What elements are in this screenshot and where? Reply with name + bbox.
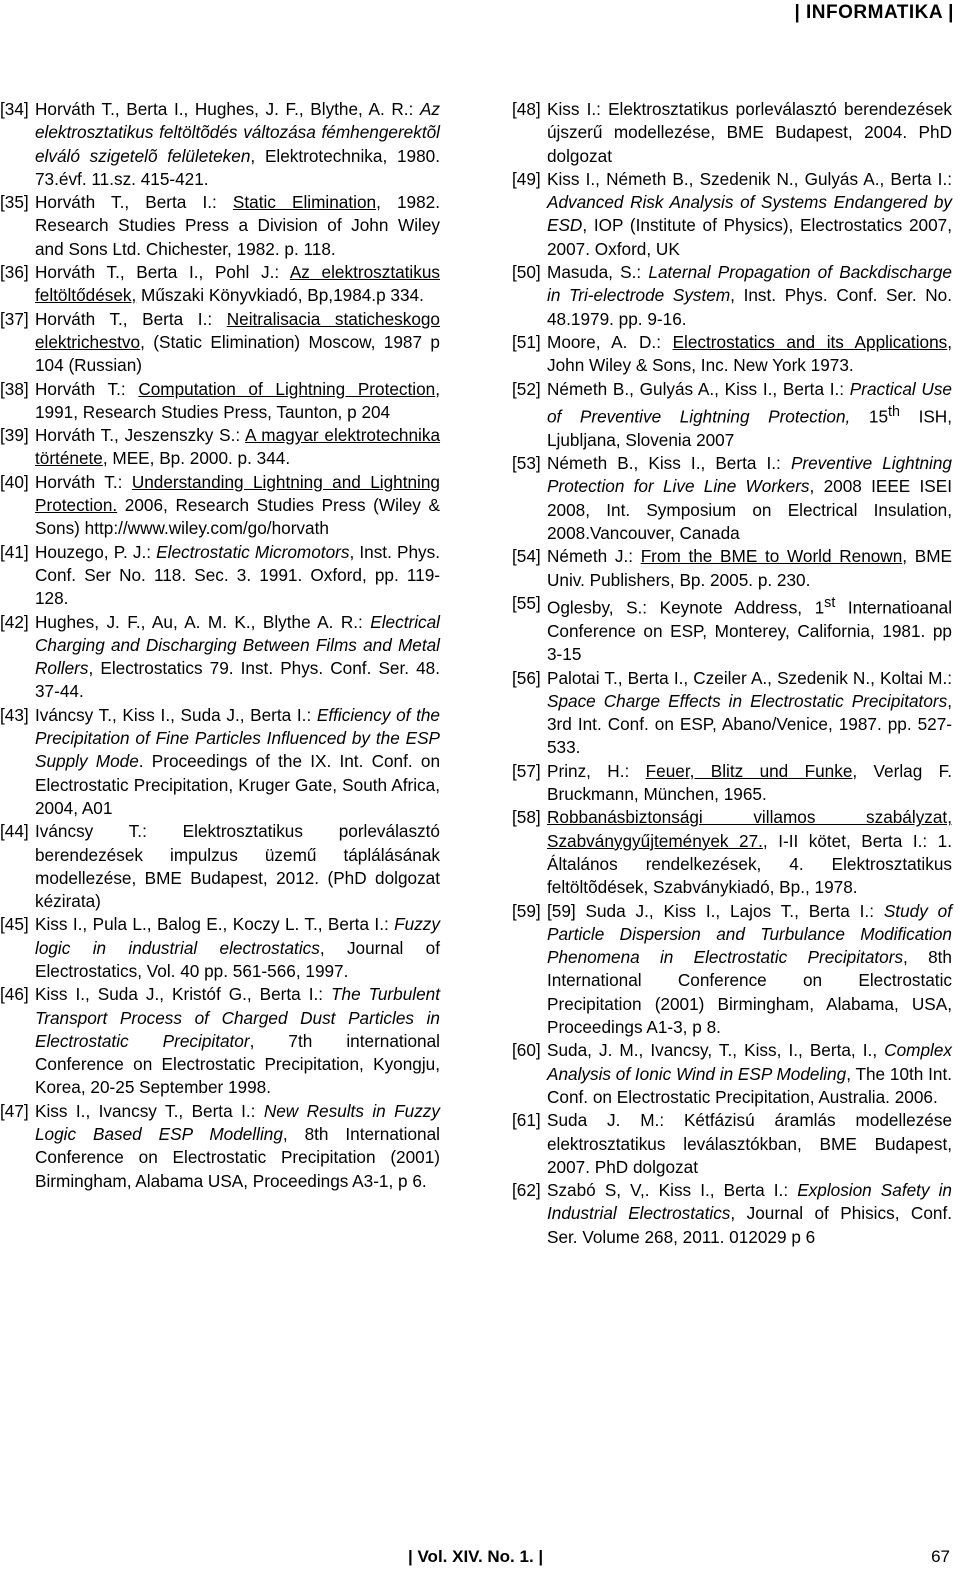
- reference-number: [57]: [512, 760, 541, 781]
- reference-item: [512, 1039, 952, 1109]
- reference-item: [0, 424, 440, 471]
- reference-item: [0, 308, 440, 378]
- reference-segment: Iváncsy T., Kiss I., Suda J., Berta I.:: [35, 704, 317, 725]
- reference-item: [0, 913, 440, 983]
- reference-item: [0, 471, 440, 541]
- reference-segment: . Proceedings of the IX. Int. Conf. on Electrostatic Precipitation, Kruger Gate, South Africa, 2004, A01: [35, 751, 440, 818]
- reference-item: [512, 1179, 952, 1249]
- reference-text: [547, 98, 952, 168]
- reference-number: [39]: [0, 425, 29, 446]
- page-number: 67: [931, 1547, 950, 1566]
- reference-segment: Horváth T.:: [35, 378, 139, 399]
- reference-item: [0, 704, 440, 820]
- reference-segment: Suda, J. M., Ivancsy, T., Kiss, I., Berta, I.,: [547, 1040, 885, 1061]
- reference-title: Preventive Lightning Protection for Live Line Workers: [547, 453, 952, 497]
- reference-link-title: Az elektrosztatikus feltöltődések,: [35, 262, 440, 306]
- reference-segment: Kiss I., Suda J., Kristóf G., Berta I.:: [35, 984, 332, 1005]
- reference-number: [43]: [0, 704, 29, 725]
- reference-text: [35, 471, 440, 541]
- reference-segment: , John Wiley & Sons, Inc. New York 1973.: [547, 331, 953, 376]
- reference-segment: , 1982. Research Studies Press a Division of John Wiley and Sons Ltd. Chichester, 1982. p. 118.: [35, 192, 441, 259]
- reference-segment: Palotai T., Berta I., Czeiler A., Szedenik N., Koltai M.:: [547, 667, 952, 688]
- references-left-column: [0, 98, 440, 1193]
- reference-segment: Műszaki Könyvkiadó, Bp,1984.p 334.: [136, 285, 424, 306]
- reference-item: [512, 1109, 952, 1179]
- reference-text: [547, 545, 952, 592]
- reference-segment: , BME Univ. Publishers, Bp. 2005. p. 230.: [547, 546, 952, 590]
- reference-text: [547, 1039, 952, 1109]
- reference-title: Az elektrosztatikus feltöltõdés változása fémhengerektõl elváló szigetelõ felületeken: [35, 99, 440, 166]
- reference-item: [512, 592, 952, 667]
- reference-text: [35, 308, 440, 378]
- reference-number: [51]: [512, 331, 541, 352]
- reference-number: [55]: [512, 592, 541, 613]
- reference-segment: Moore, A. D.:: [547, 331, 673, 352]
- reference-item: [0, 378, 440, 425]
- reference-number: [35]: [0, 192, 29, 213]
- reference-number: [56]: [512, 667, 541, 688]
- reference-number: [36]: [0, 262, 29, 283]
- reference-segment: , 2008 IEEE ISEI 2008, Int. Symposium on Electrical Insulation, 2008.Vancouver, Canada: [547, 476, 952, 544]
- reference-link-title: Computation of Lightning Protection: [138, 378, 436, 399]
- reference-text: [547, 592, 952, 667]
- reference-text: [35, 611, 440, 704]
- reference-item: [0, 541, 440, 611]
- reference-title: Explosion Safety in Industrial Electrostatics: [547, 1180, 952, 1224]
- reference-item: [512, 806, 952, 899]
- reference-text: [35, 1100, 440, 1193]
- reference-segment: ISH, Ljubljana, Slovenia 2007: [547, 406, 952, 450]
- reference-item: [0, 611, 440, 704]
- reference-number: [61]: [512, 1110, 541, 1131]
- reference-text: [547, 378, 952, 453]
- reference-text: [35, 261, 440, 308]
- reference-segment: Horváth T.:: [35, 471, 132, 492]
- references-right-column: [512, 98, 952, 1249]
- reference-number: [45]: [0, 914, 29, 935]
- reference-segment: , The 10th Int. Conf. on Electrostatic Precipitation, Australia. 2006.: [547, 1063, 952, 1107]
- reference-segment: Horváth T., Berta I., Pohl J.:: [35, 262, 290, 283]
- reference-item: [512, 760, 952, 807]
- reference-number: [34]: [0, 99, 29, 119]
- reference-number: [41]: [0, 541, 29, 562]
- reference-number: [48]: [512, 99, 541, 119]
- reference-text: [547, 667, 952, 760]
- reference-text: [547, 806, 952, 899]
- reference-segment: Horváth T., Jeszenszky S.:: [35, 425, 246, 446]
- reference-number: [44]: [0, 821, 29, 842]
- reference-title: Study of Particle Dispersion and Turbulance Modification Phenomena in Electrostatic Precipitators: [547, 900, 952, 968]
- reference-title: Electrostatic Micromotors: [156, 541, 350, 562]
- reference-title: Space Charge Effects in Electrostatic Precipitators: [547, 690, 948, 711]
- reference-segment: , Verlag F. Bruckmann, München, 1965.: [547, 760, 953, 805]
- reference-title: New Results in Fuzzy Logic Based ESP Modelling: [35, 1100, 440, 1145]
- reference-text: [35, 983, 440, 1099]
- reference-segment: , 8th International Conference on Electrostatic Precipitation (2001) Birmingham, Alabama, USA, Proceedings A1-3, p 8.: [547, 947, 952, 1038]
- reference-segment: Hughes, J. F., Au, A. M. K., Blythe A. R.:: [35, 611, 371, 632]
- reference-segment: Kiss I., Pula L., Balog E., Koczy L. T., Berta I.:: [35, 914, 395, 935]
- reference-segment: , 1991, Research Studies Press, Taunton, p 204: [35, 378, 440, 422]
- reference-item: [512, 900, 952, 1040]
- reference-segment: , Inst. Phys. Conf. Ser No. 118. Sec. 3. 1991. Oxford, pp. 119-128.: [35, 541, 440, 609]
- reference-item: [512, 98, 952, 168]
- reference-segment: , Journal of Electrostatics, Vol. 40 pp. 561-566, 1997.: [35, 937, 441, 981]
- reference-item: [0, 98, 440, 191]
- reference-link-title: Feuer, Blitz und Funke: [645, 760, 853, 781]
- reference-segment: Houzego, P. J.:: [35, 541, 157, 562]
- reference-segment: Iváncsy T.: Elektrosztatikus porleválasztó berendezések impulzus üzemű táplálásának modellezése, BME Budapest, 2012. (PhD dolgozat kézirata): [35, 821, 440, 912]
- reference-link-title: Robbanásbiztonsági villamos szabályzat, Szabványgyűjtemények 27.: [547, 807, 952, 851]
- reference-item: [512, 378, 952, 453]
- reference-segment: Horváth T., Berta I.:: [35, 308, 227, 329]
- reference-segment: st: [824, 594, 836, 611]
- reference-title: Advanced Risk Analysis of Systems Endangered by ESD: [547, 192, 952, 236]
- reference-number: [49]: [512, 168, 541, 189]
- reference-text: [35, 378, 440, 425]
- reference-segment: , (Static Elimination) Moscow, 1987 p 104 (Russian): [35, 331, 440, 376]
- reference-number: [58]: [512, 807, 541, 828]
- reference-text: [547, 760, 952, 807]
- reference-segment: Masuda, S.:: [547, 262, 649, 283]
- reference-title: Complex Analysis of Ionic Wind in ESP Modeling: [547, 1040, 952, 1084]
- reference-link-title: Understanding Lightning and Lightning Protection.: [35, 471, 440, 516]
- reference-number: [54]: [512, 546, 541, 567]
- reference-segment: , 3rd Int. Conf. on ESP, Abano/Venice, 1987. pp. 527-533.: [547, 690, 952, 758]
- reference-text: [35, 98, 440, 191]
- reference-title: Efficiency of the Precipitation of Fine Particles Influenced by the ESP Supply Mode: [35, 704, 440, 772]
- reference-segment: Oglesby, S.: Keynote Address, 1: [547, 597, 825, 618]
- reference-text: [35, 913, 440, 983]
- reference-segment: , I-II kötet, Berta I.: 1. Általános rendelkezések, 4. Elektrosztatikus feltöltõdések, Szabványkiadó, Bp., 1978.: [547, 830, 952, 898]
- reference-text: [35, 541, 440, 611]
- reference-text: [35, 424, 440, 471]
- reference-segment: Prinz, H.:: [547, 760, 646, 781]
- reference-segment: Horváth T., Berta I., Hughes, J. F., Blythe, A. R.:: [35, 99, 420, 119]
- reference-segment: Kiss I.: Elektrosztatikus porleválasztó berendezések újszerű modellezése, BME Budapest, 2004. PhD dolgozat: [547, 99, 952, 166]
- reference-number: [50]: [512, 262, 541, 283]
- reference-segment: , Inst. Phys. Conf. Ser. No. 48.1979. pp. 9-16.: [547, 285, 952, 329]
- reference-segment: , Elektrotechnika, 1980. 73.évf. 11.sz. 415-421.: [35, 145, 440, 189]
- reference-title: Laternal Propagation of Backdischarge in Tri-electrode System: [547, 262, 952, 306]
- reference-segment: Kiss I., Németh B., Szedenik N., Gulyás A., Berta I.:: [547, 168, 952, 189]
- reference-title: The Turbulent Transport Process of Charged Dust Particles in Electrostatic Precipitator: [35, 984, 440, 1051]
- reference-title: Practical Use of Preventive Lightning Protection,: [547, 378, 952, 427]
- reference-segment: 2006, Research Studies Press (Wiley & Sons) http://www.wiley.com/go/horvath: [35, 495, 440, 539]
- reference-segment: , 7th international Conference on Electrostatic Precipitation, Kyongju, Korea, 20-25 September 1998.: [35, 1030, 440, 1098]
- reference-item: [0, 1100, 440, 1193]
- reference-segment: th: [888, 403, 900, 420]
- footer-volume: | Vol. XIV. No. 1. |: [408, 1547, 544, 1566]
- reference-link-title: From the BME to World Renown: [640, 546, 903, 567]
- reference-item: [0, 191, 440, 261]
- reference-segment: Szabó S, V,. Kiss I., Berta I.:: [547, 1180, 798, 1201]
- reference-text: [547, 1179, 952, 1249]
- reference-title: Fuzzy logic in industrial electrostatics: [35, 914, 440, 958]
- reference-text: [35, 820, 440, 913]
- reference-link-title: A magyar elektrotechnika története: [35, 425, 440, 469]
- reference-item: [512, 331, 952, 378]
- reference-number: [42]: [0, 611, 29, 632]
- reference-segment: Kiss I., Ivancsy T., Berta I.:: [35, 1100, 264, 1121]
- reference-link-title: Static Elimination: [232, 192, 377, 213]
- reference-number: [52]: [512, 378, 541, 399]
- reference-item: [512, 261, 952, 331]
- reference-text: [547, 331, 952, 378]
- reference-text: [547, 452, 952, 545]
- reference-text: [35, 704, 440, 820]
- reference-text: [547, 900, 952, 1040]
- reference-link-title: Electrostatics and its Applications: [672, 331, 948, 352]
- reference-segment: Horváth T., Berta I.:: [35, 192, 233, 213]
- reference-item: [512, 452, 952, 545]
- reference-title: Electrical Charging and Discharging Between Films and Metal Rollers: [35, 611, 440, 679]
- section-header: | INFORMATIKA |: [794, 2, 954, 23]
- reference-text: [547, 261, 952, 331]
- reference-item: [512, 667, 952, 760]
- reference-number: [59]: [512, 900, 541, 921]
- reference-link-title: Neitralisacia staticheskogo elektrichestvo: [35, 308, 440, 352]
- reference-segment: [59] Suda J., Kiss I., Lajos T., Berta I.:: [547, 900, 884, 921]
- reference-segment: 15: [850, 406, 889, 427]
- reference-segment: Internatioanal Conference on ESP, Monterey, California, 1981. pp 3-15: [547, 597, 953, 665]
- reference-segment: Németh B., Gulyás A., Kiss I., Berta I.:: [547, 378, 850, 399]
- reference-text: [35, 191, 440, 261]
- reference-segment: Németh J.:: [547, 546, 641, 567]
- reference-number: [40]: [0, 471, 29, 492]
- reference-number: [38]: [0, 378, 29, 399]
- reference-number: [47]: [0, 1100, 29, 1121]
- reference-segment: , IOP (Institute of Physics), Electrostatics 2007, 2007. Oxford, UK: [547, 215, 952, 259]
- reference-item: [0, 983, 440, 1099]
- reference-segment: , MEE, Bp. 2000. p. 344.: [102, 448, 291, 469]
- reference-item: [512, 168, 952, 261]
- reference-segment: Németh B., Kiss I., Berta I.:: [547, 453, 791, 474]
- reference-number: [53]: [512, 453, 541, 474]
- reference-number: [60]: [512, 1040, 541, 1061]
- reference-segment: , Journal of Phisics, Conf. Ser. Volume 268, 2011. 012029 p 6: [547, 1203, 952, 1247]
- reference-segment: , Electrostatics 79. Inst. Phys. Conf. Ser. 48. 37-44.: [35, 658, 440, 702]
- reference-segment: , 8th International Conference on Electrostatic Precipitation (2001) Birmingham, Alabama USA, Proceedings A3-1, p 6.: [35, 1124, 440, 1191]
- reference-item: [0, 261, 440, 308]
- reference-number: [46]: [0, 984, 29, 1005]
- reference-segment: Suda J. M.: Kétfázisú áramlás modellezése elektrosztatikus leválasztókban, BME Budapest, 2007. PhD dolgozat: [547, 1110, 952, 1177]
- reference-number: [37]: [0, 308, 29, 329]
- reference-text: [547, 1109, 952, 1179]
- reference-text: [547, 168, 952, 261]
- reference-number: [62]: [512, 1180, 541, 1201]
- reference-item: [512, 545, 952, 592]
- reference-item: [0, 820, 440, 913]
